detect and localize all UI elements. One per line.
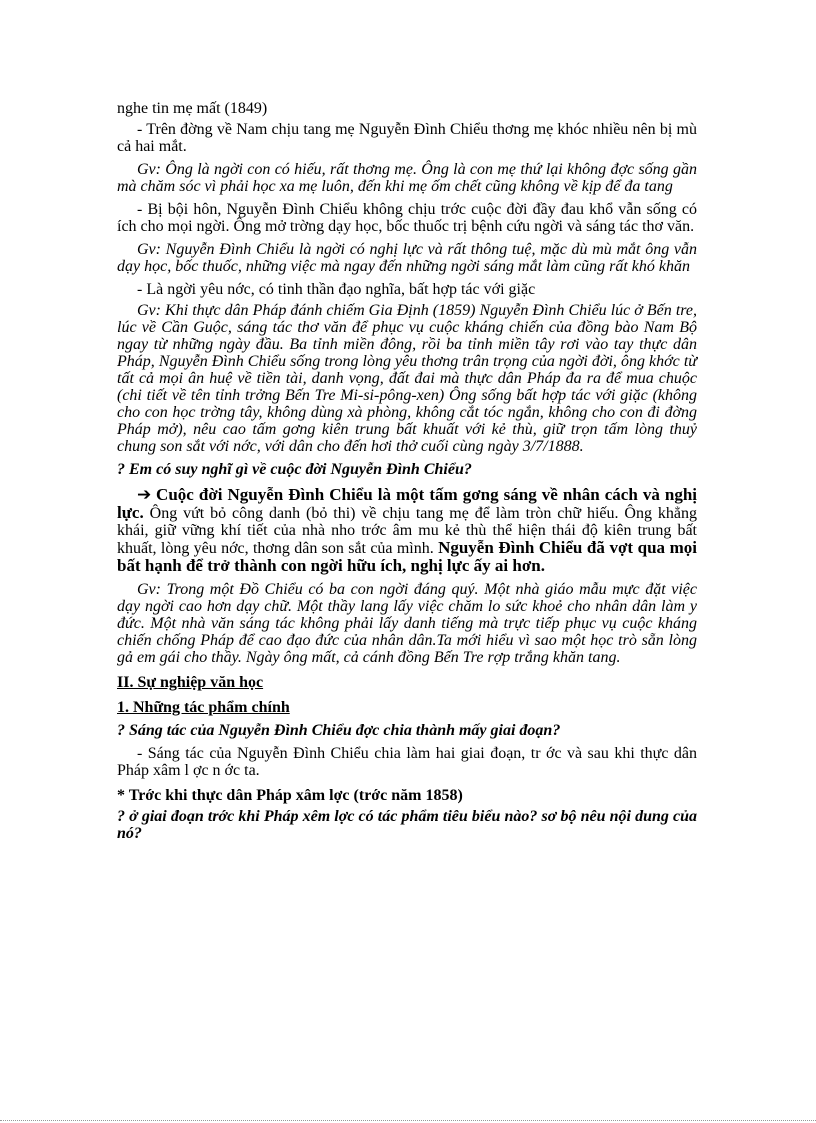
arrow-right-icon: ➔ xyxy=(137,485,152,505)
question-works: ? ở giai đoạn trớc khi Pháp xêm lợc có tác phẩm tiêu biểu nào? sơ bộ nêu nội dung của nó? xyxy=(117,808,697,842)
question-periods: ? Sáng tác của Nguyễn Đình Chiểu đợc chia thành mấy giai đoạn? xyxy=(117,722,561,739)
bullet-betrayed: - Bị bội hôn, Nguyễn Đình Chiểu không chịu trớc cuộc đời đầy đau khổ vẫn sống có ích cho mọi ngời. Ông mở trờng dạy học, bốc thuốc trị bệnh cứu ngời và sáng tác thơ văn. xyxy=(117,201,697,235)
period-before-invasion: * Trớc khi thực dân Pháp xâm lợc (trớc năm 1858) xyxy=(117,787,463,804)
bullet-patriot: - Là ngời yêu nớc, có tinh thần đạo nghĩa, bất hợp tác với giặc xyxy=(137,281,536,298)
answer-life xyxy=(117,486,697,575)
subsection-heading-2-1: 1. Những tác phẩm chính xyxy=(117,699,290,716)
answer-periods: - Sáng tác của Nguyễn Đình Chiểu chia làm hai giai đoạn, tr ớc và sau khi thực dân Pháp xâm l ợc n ớc ta. xyxy=(117,745,697,779)
teacher-note-4: Gv: Trong một Đồ Chiểu có ba con ngời đáng quý. Một nhà giáo mẫu mực đặt việc dạy ngời cao hơn dạy chữ. Một thầy lang lấy việc chăm lo sức khoẻ cho nhân dân làm y đức. Một nhà văn sáng tác không phải lấy danh tiếng mà trực tiếp phục vụ cuộc kháng chiến chống Pháp để cao đạo đức của nhân dân.Ta mới hiểu vì sao một học trò sẵn lòng gả em gái cho thầy. Ngày ông mất, cả cánh đồng Bến Tre rợp trắng khăn tang. xyxy=(117,581,697,666)
answer-life-bold-1: Cuộc đời Nguyễn Đình Chiểu là một tấm gơng sáng về nhân cách và nghị lực. xyxy=(117,485,698,522)
bullet-blind: - Trên đờng về Nam chịu tang mẹ Nguyễn Đình Chiểu thơng mẹ khóc nhiều nên bị mù cả hai mắt. xyxy=(117,121,697,155)
teacher-note-1: Gv: Ông là ngời con có hiếu, rất thơng mẹ. Ông là con mẹ thứ lại không đợc sống gần mà chăm sóc vì phải học xa mẹ luôn, đến khi mẹ ốm chết cũng không về kịp để đa tang xyxy=(117,161,697,195)
teacher-note-2: Gv: Nguyễn Đình Chiểu là ngời có nghị lực và rất thông tuệ, mặc dù mù mắt ông vẫn dạy học, bốc thuốc, những việc mà ngay đến những ngời sáng mắt làm cũng rất khó khăn xyxy=(117,241,697,275)
answer-life-plain: Ông vứt bỏ công danh (bỏ thi) về chịu tang mẹ để làm tròn chữ hiếu. Ông khẳng khái, giữ vững khí tiết của nhà nho trớc âm mu kẻ thù thể hiện thái độ kiên trung bất khuất, lòng yêu nớc, thơng dân son sắt của mình. xyxy=(117,505,697,557)
answer-life-bold-2: Nguyễn Đình Chiểu đã vợt qua mọi bất hạnh để trở thành con ngời hữu ích, nghị lực ấy ai hơn. xyxy=(117,538,697,575)
text-line-mother-death: nghe tin mẹ mất (1849) xyxy=(117,100,268,117)
teacher-note-3: Gv: Khi thực dân Pháp đánh chiếm Gia Định (1859) Nguyễn Đình Chiểu lúc ở Bến tre, lúc về Cần Guộc, sáng tác thơ văn để phục vụ cuộc kháng chiến của đồng bào Nam Bộ ngay từ những ngày đầu. Ba tỉnh miền đông, rồi ba tỉnh miền tây rơi vào tay thực dân Pháp, Nguyễn Đình Chiểu sống trong lòng yêu thơng trân trọng của ngời đời, ông khớc từ tất cả mọi ân huệ về tiền tài, danh vọng, đất đai mà thực dân Pháp đa ra để mua chuộc (chi tiết về tên tỉnh trởng Bến Tre Mi-si-pông-xen) Ông sống bất hợp tác với giặc (không cho con học trờng tây, không dùng xà phòng, không cắt tóc ngắn, không cho con đi đờng Pháp mở), nêu cao tấm gơng kiên trung bất khuất với kẻ thù, giữ trọn tấm lòng thuỷ chung son sắt với nớc, với dân cho đến hơi thở cuối cùng ngày 3/7/1888. xyxy=(117,302,697,455)
section-heading-2: II. Sự nghiệp văn học xyxy=(117,674,264,691)
document-page xyxy=(117,100,697,842)
question-life: ? Em có suy nghĩ gì về cuộc đời Nguyễn Đình Chiểu? xyxy=(117,461,472,478)
page-border-dotted xyxy=(0,1120,816,1121)
